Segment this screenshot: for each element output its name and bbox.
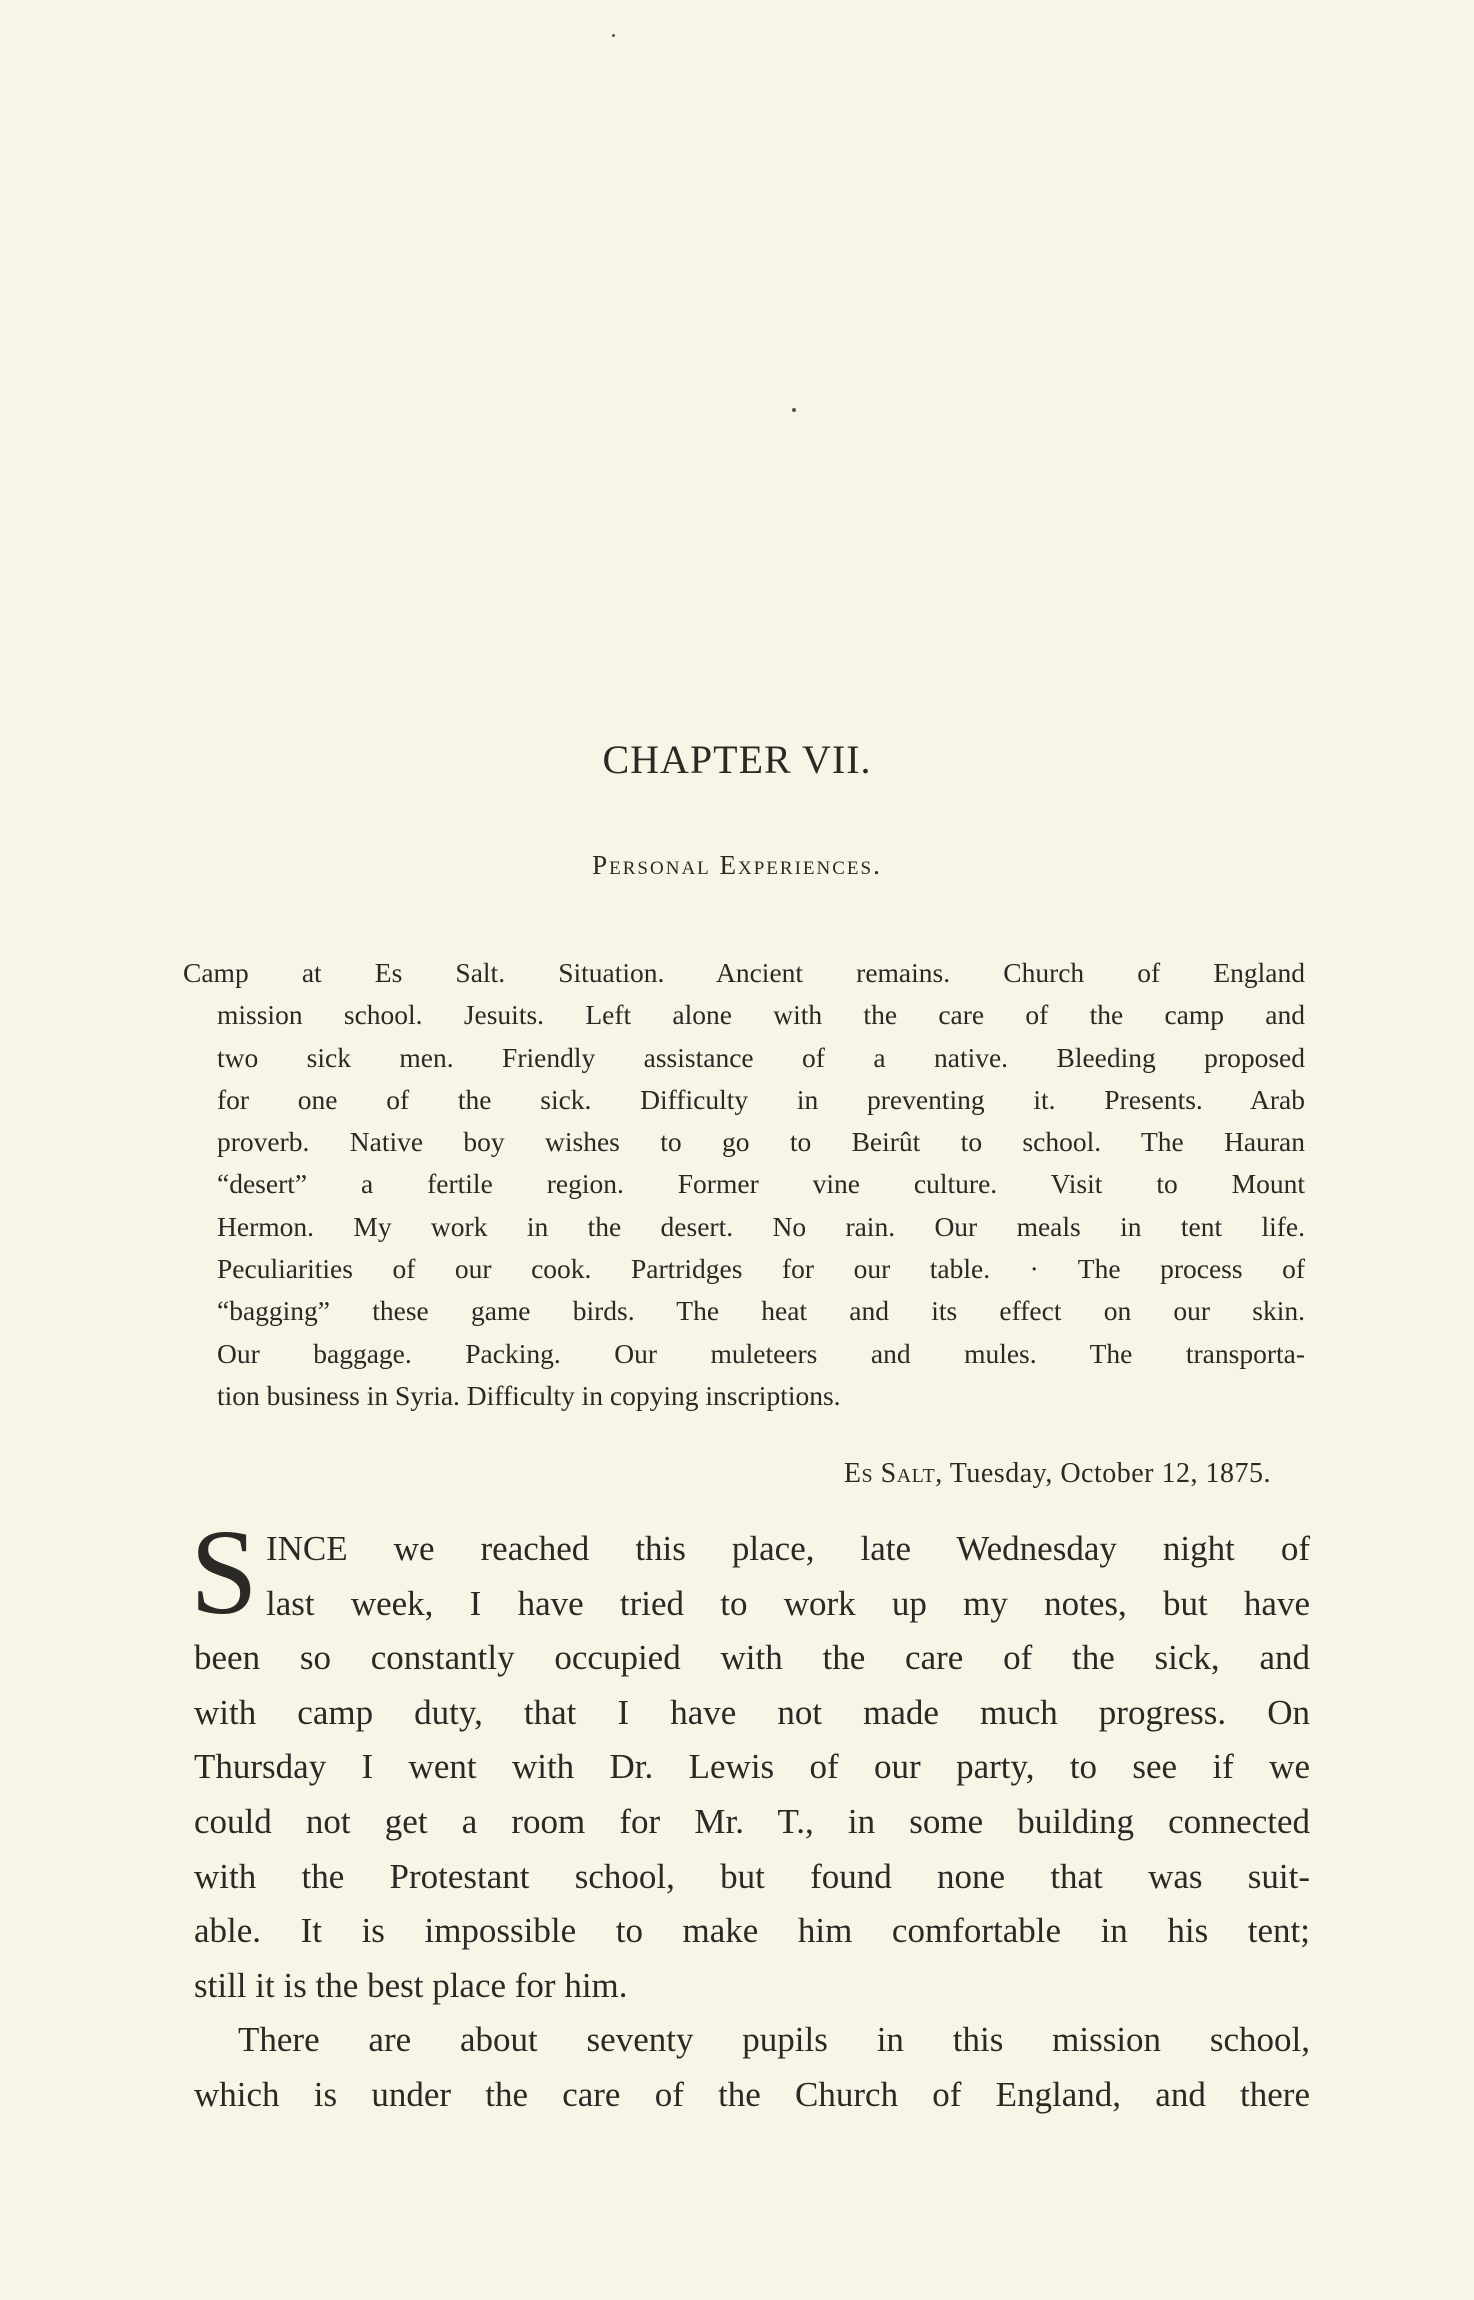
letter-dateline — [844, 1458, 1271, 1490]
body-line: which is under the care of the Church of England, and there — [194, 2074, 1310, 2114]
synopsis-line: Camp at Es Salt. Situation. Ancient remains. Church of England — [183, 957, 1305, 988]
synopsis-line: Peculiarities of our cook. Partridges for our table. · The process of — [217, 1253, 1305, 1285]
body-line: last week, I have tried to work up my notes, but have — [266, 1583, 1310, 1623]
synopsis-line: “desert” a fertile region. Former vine culture. Visit to Mount — [217, 1168, 1305, 1200]
synopsis-line: Our baggage. Packing. Our muleteers and mules. The transporta- — [217, 1337, 1305, 1369]
body-line: still it is the best place for him. — [194, 1965, 628, 2005]
synopsis-line: mission school. Jesuits. Left alone with the care of the camp and — [217, 999, 1305, 1031]
chapter-subtitle: Personal Experiences. — [592, 850, 882, 880]
chapter-title: CHAPTER VII. — [602, 737, 872, 782]
dateline-place: Es Salt — [843, 1458, 936, 1489]
paper-speck — [612, 34, 615, 37]
body-text — [194, 1522, 1310, 2123]
synopsis-line: two sick men. Friendly assistance of a native. Bleeding proposed — [217, 1041, 1305, 1073]
body-line: There are about seventy pupils in this mission school, — [238, 2020, 1310, 2060]
chapter-synopsis — [183, 952, 1305, 1417]
synopsis-line: for one of the sick. Difficulty in preventing it. Presents. Arab — [217, 1083, 1305, 1115]
synopsis-line: proverb. Native boy wishes to go to Beirût to school. The Hauran — [217, 1126, 1305, 1158]
body-line: able. It is impossible to make him comfortable in his tent; — [194, 1911, 1310, 1951]
body-line: been so constantly occupied with the care of the sick, and — [194, 1638, 1310, 1678]
body-line: with the Protestant school, but found none that was suit- — [194, 1856, 1310, 1896]
drop-cap: S — [190, 1505, 258, 1640]
body-line: INCE we reached this place, late Wednesday night of — [266, 1529, 1310, 1568]
synopsis-line: “bagging” these game birds. The heat and its effect on our skin. — [217, 1295, 1305, 1327]
dateline-date: , Tuesday, October 12, 1875. — [935, 1458, 1271, 1489]
body-line: could not get a room for Mr. T., in some building connected — [194, 1801, 1310, 1841]
body-line: Thursday I went with Dr. Lewis of our party, to see if we — [194, 1747, 1310, 1787]
body-line: with camp duty, that I have not made much progress. On — [194, 1692, 1310, 1732]
paper-speck — [792, 408, 796, 412]
synopsis-line: Hermon. My work in the desert. No rain. Our meals in tent life. — [217, 1210, 1305, 1242]
synopsis-line: tion business in Syria. Difficulty in copying inscriptions. — [217, 1379, 841, 1411]
